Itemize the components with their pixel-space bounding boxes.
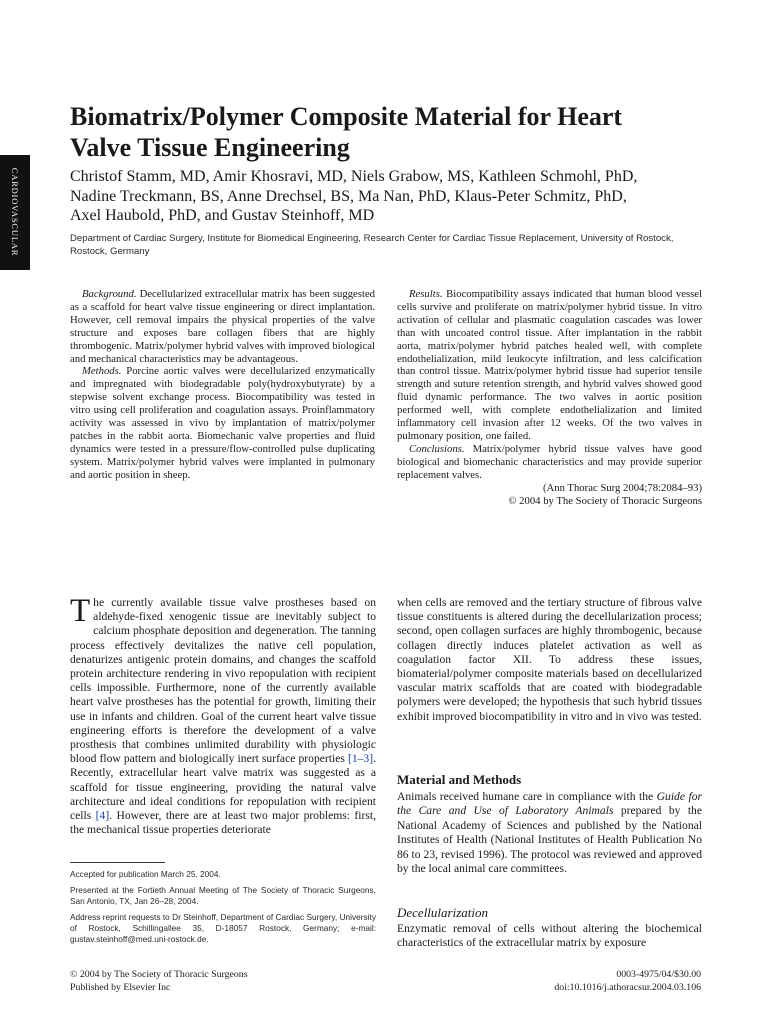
results-label: Results. bbox=[409, 288, 443, 300]
footnote-presented: Presented at the Fortieth Annual Meeting of The Society of Thoracic Surgeons, San Antonio, TX, Jan 26–28, 2004. bbox=[70, 885, 376, 906]
abstract-background bbox=[70, 288, 375, 365]
body-left-column bbox=[70, 593, 376, 837]
footer-right bbox=[554, 969, 701, 994]
footnote-reprints: Address reprint requests to Dr Steinhoff, Department of Cardiac Surgery, University of Rostock, Schillingallee 35, D-18057 Rostock, Germany; e-mail: gustav.steinhoff@med.uni-rostock.de. bbox=[70, 912, 376, 944]
footer-doi: doi:10.1016/j.athoracsur.2004.03.106 bbox=[554, 981, 701, 993]
abstract-methods bbox=[70, 365, 375, 481]
conclusions-label: Conclusions. bbox=[409, 442, 465, 455]
section-tab-label: CARDIOVASCULAR bbox=[10, 167, 20, 257]
methods-text-b: prepared by the National Academy of Sciences and published by the National Institutes of Health (National Institutes of Health Publication No 86 to 23, revised 1996). The protocol was reviewed and approved by the local animal care committees. bbox=[397, 804, 702, 876]
methods-text-a: Animals received humane care in compliance with the bbox=[397, 790, 657, 803]
abstract-conclusions bbox=[397, 443, 702, 482]
authors-line-3: Axel Haubold, PhD, and Gustav Steinhoff, MD bbox=[70, 207, 375, 224]
footer-copyright: © 2004 by The Society of Thoracic Surgeons bbox=[70, 969, 248, 980]
methods-paragraph bbox=[397, 790, 702, 876]
footnote-divider bbox=[70, 862, 165, 863]
intro-paragraph bbox=[70, 593, 376, 837]
results-text: Biocompatibility assays indicated that human blood vessel cells survive and proliferate on matrix/polymer hybrid tissue. In vitro activation of cellular and plasmatic coagulation cascades was lower than with uncoated control tissue. After implantation in the rabbit aorta, matrix/polymer hybrid patches healed well, with complete endothelialization, mild leukocyte infiltration, and less calcification than control tissue. Matrix/polymer hybrid tissue had superior tensile strength and suture retention strength, and hybrid valves showed good fluid dynamic performance. The two valves in aortic position performed well, with complete endothelialization and limited inflammatory cell invasion after 12 weeks. Of the two valves in pulmonary position, one failed. bbox=[397, 288, 703, 442]
abstract-results bbox=[397, 288, 702, 443]
title-line-2: Valve Tissue Engineering bbox=[70, 133, 350, 162]
citation-link-4[interactable]: [4] bbox=[95, 809, 110, 823]
citation-link-1-3[interactable]: [1–3] bbox=[347, 752, 374, 766]
background-text: Decellularized extracellular matrix has been suggested as a scaffold for heart valve tissue engineering or direct implantation. However, cell removal impairs the physical properties of the valve structure and exposes bare collagen fibers that are highly thrombogenic. Matrix/polymer hybrid valves with improved biological and mechanical characteristics may be advantageous. bbox=[70, 288, 375, 365]
drop-cap: T bbox=[70, 593, 91, 629]
conclusions-text: Matrix/polymer hybrid tissue valves have good biological and biomechanic characteristics and may provide superior replacement valves. bbox=[397, 442, 703, 481]
abstract-left-column bbox=[70, 288, 375, 482]
title-line-1: Biomatrix/Polymer Composite Material for Heart bbox=[70, 102, 623, 131]
decellularization-heading: Decellularization bbox=[397, 905, 488, 920]
intro-text-a: he currently available tissue valve prostheses based on aldehyde-fixed xenogenic tissue are inevitably subject to calcium phosphate deposition and degeneration. The tanning process effectively devitalizes the native cell population, denaturizes antigenic protein domains, and changes the scaffold protein architecture rendering in vivo repopulation with recipient cells impossible. Furthermore, none of the currently available heart valve prostheses has the potential for growth, limiting their use in infants and children. Goal of the current heart valve tissue engineering efforts is therefore the development of a valve prosthesis that combines unlimited durability with physiologic blood flow pattern and biologically inert surface properties bbox=[70, 596, 376, 766]
abstract-right-column bbox=[397, 288, 702, 507]
background-label: Background. bbox=[82, 288, 137, 300]
methods-label: Methods. bbox=[82, 365, 122, 378]
decellularization-paragraph: Enzymatic removal of cells without altering the biochemical characteristics of the extracellular matrix by exposure bbox=[397, 922, 702, 950]
guide-title: Guide for the Care and Use of Laboratory Animals bbox=[397, 790, 703, 818]
article-title bbox=[70, 101, 710, 163]
footer-issn: 0003-4975/04/$30.00 bbox=[616, 969, 701, 980]
footnotes bbox=[70, 869, 376, 950]
abstract-copyright: © 2004 by The Society of Thoracic Surgeons bbox=[508, 494, 702, 507]
intro-text-b: . Recently, extracellular heart valve matrix was suggested as a scaffold for tissue engineering, providing the natural valve architecture and ideal conditions for repopulation with recipient cells bbox=[70, 752, 376, 823]
footer-left bbox=[70, 969, 248, 994]
methods-text: Porcine aortic valves were decellularized enzymatically and impregnated with biodegradable poly(hydroxybutyrate) by a stepwise solvent exchange process. Biocompatibility was tested in vitro using cell proliferation and coagulation assays. Proinflammatory activity was assessed in vivo by implantation of matrix/polymer patches in the rabbit aorta. Biomechanic valve properties and fluid dynamics were tested in a pressure/flow-controlled pulse duplicating system. Matrix/polymer hybrid valves were implanted in pulmonary and aortic position in sheep. bbox=[70, 365, 375, 481]
footer-publisher: Published by Elsevier Inc bbox=[70, 981, 171, 993]
authors-line-1: Christof Stamm, MD, Amir Khosravi, MD, Niels Grabow, MS, Kathleen Schmohl, PhD, bbox=[70, 168, 638, 185]
affiliation: Department of Cardiac Surgery, Institute for Biomedical Engineering, Research Center for Cardiac Tissue Replacement, University of Rostock, Rostock, Germany bbox=[70, 233, 674, 257]
methods-heading: Material and Methods bbox=[397, 772, 522, 787]
intro-text-c: . However, there are at least two major problems: first, the mechanical tissue properties deteriorate bbox=[70, 809, 376, 837]
author-list bbox=[70, 167, 720, 226]
footnote-accepted: Accepted for publication March 25, 2004. bbox=[70, 869, 221, 879]
authors-line-2: Nadine Treckmann, BS, Anne Drechsel, BS, Ma Nan, PhD, Klaus-Peter Schmitz, PhD, bbox=[70, 187, 627, 205]
section-tab bbox=[0, 155, 30, 270]
abstract-citation: (Ann Thorac Surg 2004;78:2084–93) bbox=[542, 481, 702, 494]
body-right-column: when cells are removed and the tertiary structure of fibrous valve tissue constituents is altered during the decellularization process; second, open collagen surfaces are highly thrombogenic, because collagen directly induces platelet activation as well as coagulation factor XII. To address these issues, biomaterial/polymer composite materials based on decellularized vascular matrix scaffolds that are coated with biodegradable polymers were developed; the hypothesis that such hybrid tissues exhibit improved biocompatibility in vitro and in vivo was tested. bbox=[397, 596, 702, 723]
